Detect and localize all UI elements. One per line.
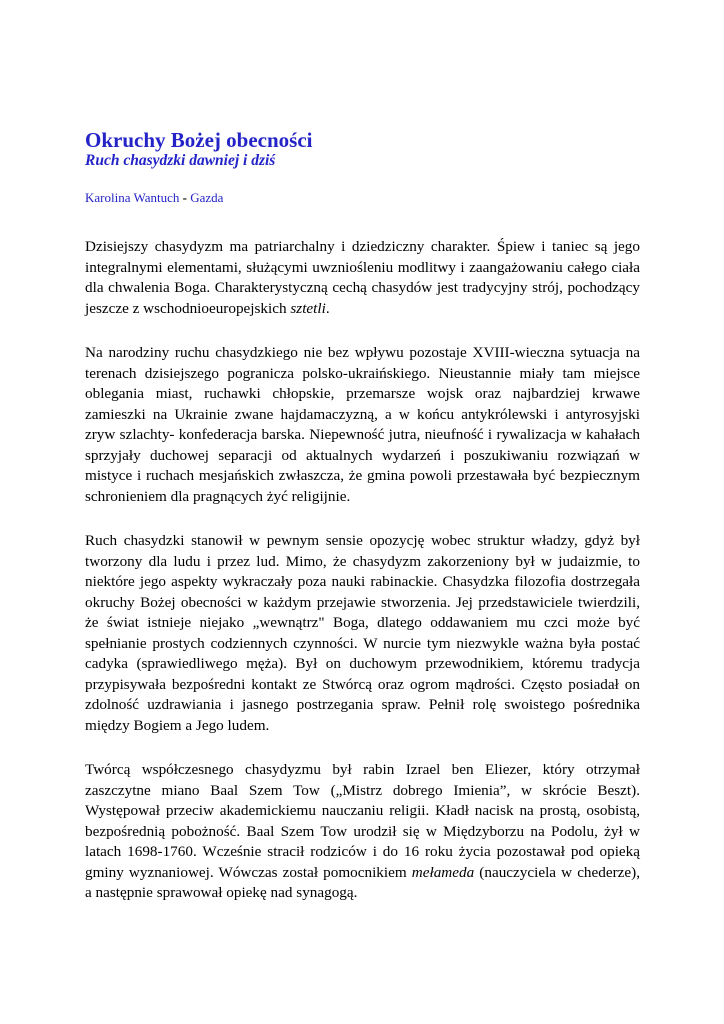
paragraph-1 (85, 237, 640, 319)
paragraph-1-text: Dzisiejszy chasydyzm ma patriarchalny i dziedziczny charakter. Śpiew i taniec są jego integralnymi elementami, służącymi uwzniośleniu modlitwy i zaangażowaniu całego ciała dla chwalenia Boga. Charakterystyczną cechą chasydów jest tradycyjny strój, pochodzący jeszcze z wschodnioeuropejskich (85, 238, 640, 317)
author-first-name: Karolina Wantuch (85, 190, 180, 205)
author-line (85, 190, 223, 206)
document-subtitle: Ruch chasydzki dawniej i dziś (85, 152, 276, 169)
paragraph-3-text: Ruch chasydzki stanowił w pewnym sensie opozycję wobec struktur władzy, gdyż był tworzony dla ludu i przez lud. Mimo, że chasydyzm zakorzeniony był w judaizmie, to niektóre jego aspekty wykraczały poza nauki rabinackie. Chasydzka filozofia dostrzegała okruchy Bożej obecności w każdym przejawie stworzenia. Jej przedstawiciele twierdzili, że świat istnieje niejako „wewnątrz" Boga, dlatego oddawaniem mu czci może być spełnianie prostych codziennych czynności. W nurcie tym niezwykle ważna była postać cadyka (sprawiedliwego męża). Był on duchowym przewodnikiem, któremu tradycja przypisywała bezpośredni kontakt ze Stwórcą oraz ogrom mądrości. Często posiadał on zdolność uzdrawiania i jasnego postrzegania spraw. Pełnił rolę swoistego pośrednika między Bogiem a Jego ludem. (85, 532, 640, 734)
article-body (85, 237, 640, 928)
paragraph-4-end: (nauczyciela w chederze), a następnie sprawował opiekę nad synagogą. (85, 863, 640, 901)
paragraph-2 (85, 343, 640, 507)
paragraph-1-italic: sztetli (290, 299, 326, 317)
author-last-name: Gazda (190, 190, 224, 205)
paragraph-2-text: Na narodziny ruchu chasydzkiego nie bez wpływu pozostaje XVIII-wieczna sytuacja na terenach dzisiejszego pogranicza polsko-ukraińskiego. Nieustannie miały tam miejsce oblegania miast, ruchawki chłopskie, przemarsze wojsk oraz najbardziej krwawe zamieszki na Ukrainie zwane hajdamaczyzną, a w końcu antykrólewski i antyrosyjski zryw szlachty- konfederacja barska. Niepewność jutra, nieufność i rywalizacja w kahałach sprzyjały duchowej separacji od aktualnych wydarzeń i poszukiwaniu rozwiązań w mistyce i ruchach mesjańskich zwłaszcza, że gmina powoli przestawała być bezpiecznym schronieniem dla pragnących żyć religijnie. (85, 344, 640, 505)
paragraph-4-text: Twórcą współczesnego chasydyzmu był rabin Izrael ben Eliezer, który otrzymał zaszczytne miano Baal Szem Tow („Mistrz dobrego Imienia”, w skrócie Beszt). Występował przeciw akademickiemu nauczaniu religii. Kładł nacisk na prostą, osobistą, bezpośrednią pobożność. Baal Szem Tow urodził się w Międzyborzu na Podolu, żył w latach 1698-1760. Wcześnie stracił rodziców i do 16 roku życia pozostawał pod opieką gminy wyznaniowej. Wówczas został pomocnikiem (85, 761, 640, 881)
document-title: Okruchy Bożej obecności (85, 128, 313, 152)
paragraph-4 (85, 760, 640, 904)
paragraph-4-italic: mełameda (411, 863, 475, 881)
paragraph-3 (85, 531, 640, 736)
author-dash: - (179, 190, 191, 205)
paragraph-1-end: . (325, 299, 330, 317)
